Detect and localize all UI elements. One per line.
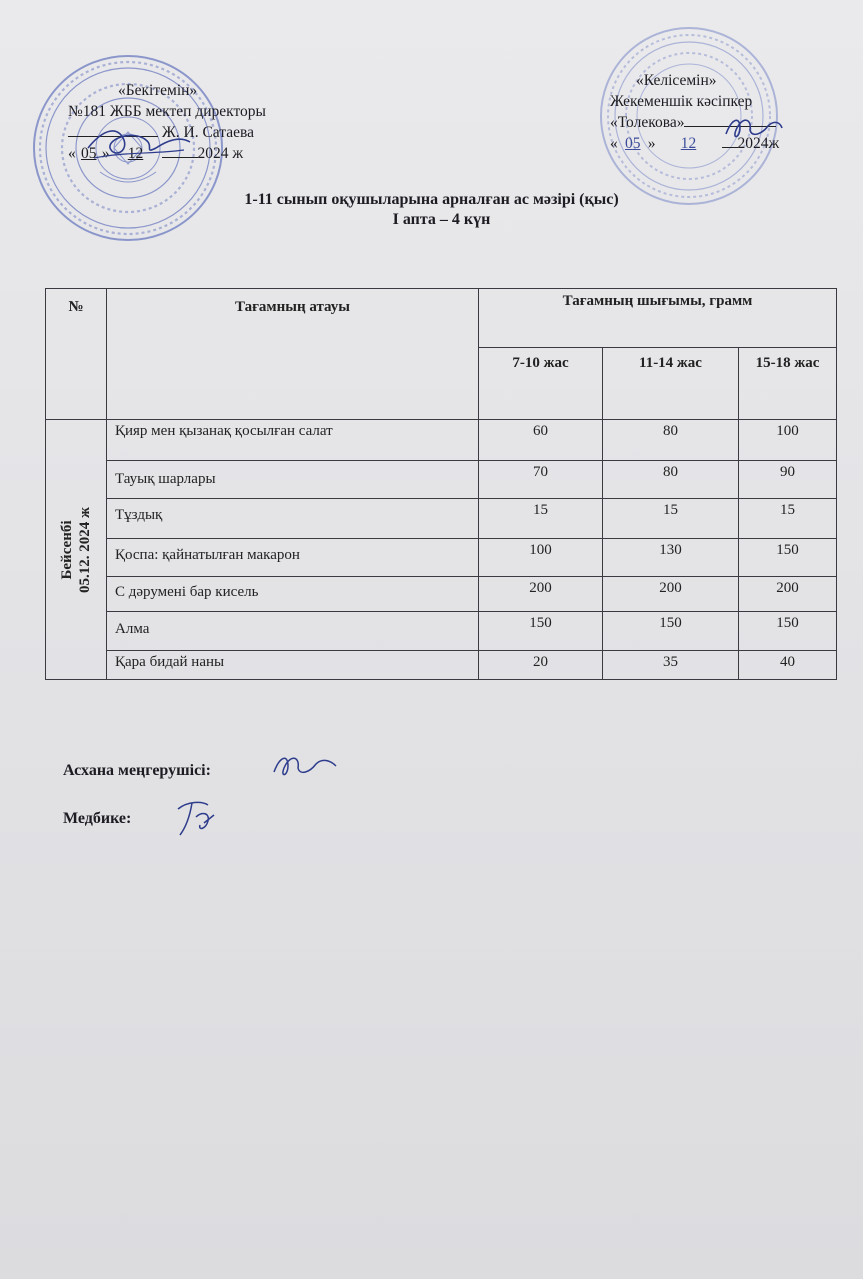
dish-name: Алма [107,612,479,651]
table-row [46,539,837,577]
portion-11-14: 80 [603,461,739,499]
header-dish-name: Тағамның атауы [107,289,479,420]
portion-11-14: 200 [603,577,739,612]
nurse-label: Медбике: [63,810,132,827]
dish-name: Қияр мен қызанақ қосылған салат [107,420,479,461]
header-output-grams: Тағамның шығымы, грамм [479,289,837,348]
table-row [46,420,837,461]
table-row [46,651,837,680]
portion-15-18: 150 [739,612,837,651]
approval-right-date-year: 2024ж [737,135,780,152]
portion-11-14: 35 [603,651,739,680]
table-header-row [46,289,837,348]
header-age-15-18: 15-18 жас [739,348,837,420]
dish-name: Тауық шарлары [107,461,479,499]
approval-left-name: Ж. И. Сатаева [161,124,254,141]
nurse-signature [170,795,220,841]
menu-title-line1: 1-11 сынып оқушыларына арналған ас мәзірі (қыс) [244,191,619,208]
table-row [46,612,837,651]
menu-title-line2: І апта – 4 күн [392,211,491,228]
portion-11-14: 150 [603,612,739,651]
portion-15-18: 40 [739,651,837,680]
day-date: 05.12. 2024 ж [77,506,93,593]
portion-7-10: 15 [479,499,603,539]
portion-15-18: 90 [739,461,837,499]
portion-15-18: 100 [739,420,837,461]
canteen-head-label: Асхана меңгерушісі: [63,762,211,779]
table-row [46,461,837,499]
approval-left-date-day: 05 [81,145,97,162]
portion-11-14: 15 [603,499,739,539]
day-name: Бейсенбі [59,519,75,580]
portion-15-18: 150 [739,539,837,577]
dish-name: С дәрумені бар кисель [107,577,479,612]
portion-7-10: 150 [479,612,603,651]
header-age-11-14: 11-14 жас [603,348,739,420]
portion-15-18: 15 [739,499,837,539]
approval-left-date-year: 2024 ж [197,145,244,162]
approval-right-position: Жекеменшік кәсіпкер [610,93,753,110]
approval-left-position: №181 ЖББ мектеп директоры [68,103,266,120]
portion-15-18: 200 [739,577,837,612]
portion-7-10: 200 [479,577,603,612]
director-signature [84,118,194,168]
dish-name: Қара бидай наны [107,651,479,680]
dish-name: Қоспа: қайнатылған макарон [107,539,479,577]
approval-left-date-month: 12 [127,145,144,162]
header-number: № [46,289,107,420]
dish-name: Тұздық [107,499,479,539]
header-age-7-10: 7-10 жас [479,348,603,420]
approval-right-date: « 05 » 12 2024ж [610,135,780,152]
table-row [46,499,837,539]
approval-left-date: « 05 » 12 2024 ж [68,145,244,162]
portion-7-10: 20 [479,651,603,680]
approval-right-date-month: 12 [680,135,697,152]
day-cell [46,420,107,680]
menu-title [0,190,863,230]
menu-table [45,288,837,680]
approval-left-heading: «Бекітемін» [118,82,198,99]
portion-7-10: 100 [479,539,603,577]
portion-7-10: 60 [479,420,603,461]
table-row [46,577,837,612]
portion-11-14: 80 [603,420,739,461]
approval-right-name: «Толекова» [610,114,685,131]
portion-11-14: 130 [603,539,739,577]
canteen-head-signature [270,748,340,784]
entrepreneur-signature [722,108,786,148]
approval-right-date-day: 05 [625,135,641,152]
approval-right-heading: «Келісемін» [636,72,717,89]
portion-7-10: 70 [479,461,603,499]
